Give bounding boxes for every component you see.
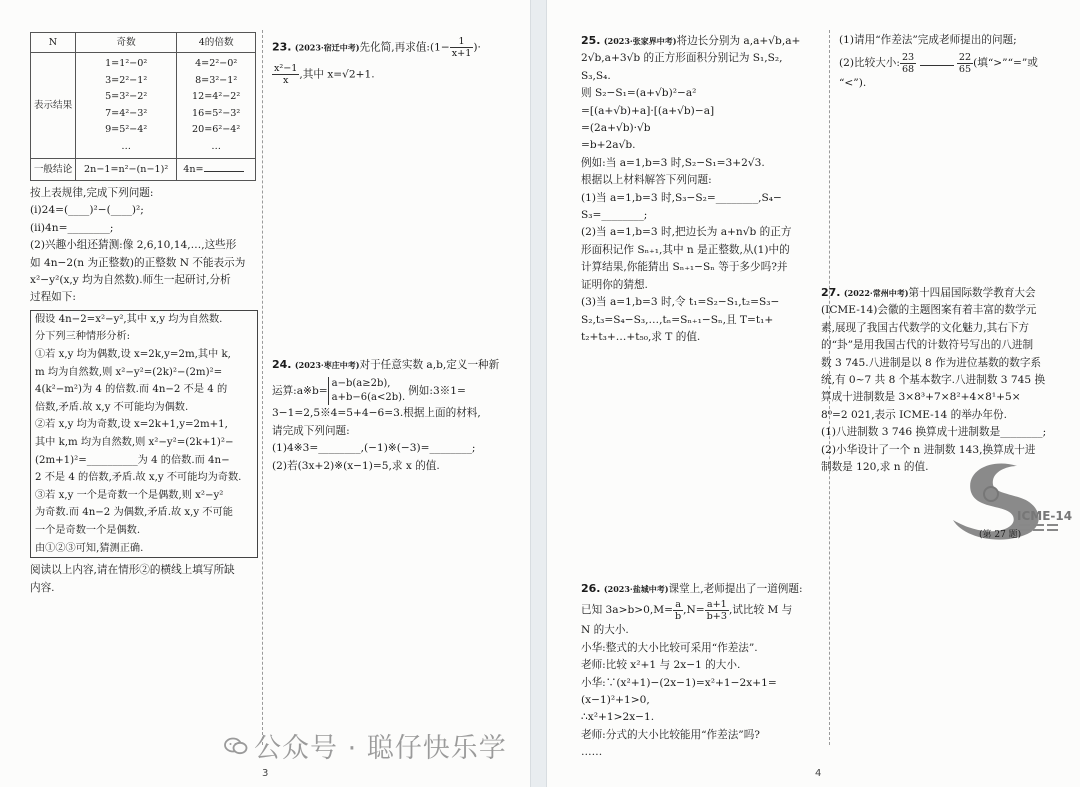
right-page bbox=[546, 0, 1080, 787]
question-25: 25. (2023·张家界中考)将边长分别为 a,a+√b,a+ 2√b,a+3√b 的正方形面积分别记为 S₁,S₂, S₃,S₄. 则 S₂−S₁=(a+√b)²−a² =[(a+√b)+a]·[(a+√b)−a] =(2a+√b)·√b =b+2a√b. 例如:当 a=1,b=3 时,S₂−S₁=3+2√3. 根据以上材料解答下列问题: (1)当 a=1,b=3 时,S₃−S₂=________,S₄− S₃=________; (2)当 a=1,b=3 时,把边长为 a+n√b 的正方 形面积记作 Sₙ₊₁,其中 n 是正整数,从(1)中的 计算结果,你能猜出 Sₙ₊₁−Sₙ 等于多少吗?并 证明你的猜想. (3)当 a=1,b=3 时,令 t₁=S₂−S₁,t₂=S₃− S₂,t₃=S₄−S₃,…,tₙ=Sₙ₊₁−Sₙ,且 T=t₁+ t₂+t₃+…+t₅₀,求 T 的值. bbox=[581, 34, 801, 343]
table-header-mult4: 4的倍数 bbox=[177, 33, 256, 53]
mult4-row: 4=2²−0² bbox=[195, 58, 238, 69]
odd-row: … bbox=[121, 140, 131, 152]
q22-text: 按上表规律,完成下列问题: (ⅰ)24=(____)²−(____)²; (ⅱ)4n=________; (2)兴趣小组还猜测:像 2,6,10,14,…,这些形 如 4n−2(n 为正整数)的正整数 N 不能表示为 x²−y²(x,y 均为自然数).师生一起研讨,分析 过程如下: bbox=[30, 187, 246, 304]
fraction: $\frac{a+1}{b+3}$ bbox=[706, 598, 727, 622]
table-mult4-cell bbox=[177, 53, 256, 159]
fraction: $\frac{22}{65}$ bbox=[958, 51, 972, 75]
question-number: 27. bbox=[821, 286, 841, 299]
right-column-2 bbox=[821, 32, 1065, 474]
question-23: 23. (2023·宿迁中考)先化简,再求值:(1− $\frac{1}{x+1}$ )· $\frac{\text{x²−1}}{x}$ ,其中 x=√2+1. bbox=[272, 36, 481, 86]
pattern-table bbox=[30, 32, 256, 181]
mult4-row: 8=3²−1² bbox=[195, 74, 238, 86]
odd-row: 9=5²−4² bbox=[105, 124, 148, 135]
question-24: 24. (2023·枣庄中考)对于任意实数 a,b,定义一种新 运算:a※b= a−b(a≥2b), a+b−6(a<2b). 例如:3※1= 3−1=2,5※4=5+4−6=3.根据上面的材料, 请完成下列问题: (1)4※3=________,(−1)※(−3)=________; (2)若(3x+2)※(x−1)=5,求 x 的值. bbox=[272, 358, 500, 472]
left-column bbox=[30, 32, 258, 597]
question-26: 26. (2023·盐城中考)课堂上,老师提出了一道例题: 已知 3a>b>0,M= $\frac{a}{b}$ ,N= $\frac{a+1}{b+3}$ ,试比较 M 与 N 的大小. 小华:整式的大小比较可采用“作差法”. 老师:比较 x²+1 与 2x−1 的大小. 小华:∵(x²+1)−(2x−1)=x²+1−2x+1= (x−1)²+1>0, ∴x²+1>2x−1. 老师:分式的大小比较能用“作差法”吗? …… bbox=[581, 582, 803, 759]
question-number: 23. bbox=[272, 40, 292, 54]
table-row-label: 表示结果 bbox=[31, 53, 76, 159]
wechat-icon bbox=[224, 737, 248, 755]
question-26-continued: (1)请用“作差法”完成老师提出的问题; (2)比较大小: $\frac{23}{68}$ $\frac{22}{65}$ (填“>”“=”或 “<”). bbox=[839, 34, 1038, 90]
question-source: (2023·宿迁中考) bbox=[294, 42, 360, 53]
table-general-mult4: 4n= bbox=[177, 159, 256, 181]
fraction: $\frac{a}{b}$ bbox=[674, 598, 682, 622]
logo-text: ICME-14 bbox=[1017, 509, 1073, 523]
question-number: 25. bbox=[581, 34, 601, 47]
page-number: 4 bbox=[815, 768, 822, 779]
right-column bbox=[581, 32, 819, 759]
table-general-odd: 2n−1=n²−(n−1)² bbox=[76, 159, 177, 181]
table-odd-cell bbox=[76, 53, 177, 159]
odd-row: 5=3²−2² bbox=[105, 91, 148, 102]
question-number: 26. bbox=[581, 582, 601, 595]
mult4-row: 12=4²−2² bbox=[192, 91, 241, 102]
fraction: $\frac{1}{x+1}$ bbox=[451, 36, 472, 59]
fraction: $\frac{\text{x²−1}}{x}$ bbox=[274, 63, 298, 86]
left-column-2 bbox=[272, 36, 508, 472]
question-27: 27. (2022·常州中考)第十四届国际数学教育大会 (ICME-14)会徽的主题图案有着丰富的数学元 素,展现了我国古代数学的文化魅力,其右下方 的“卦”是用我国古代的计数符号写出的八进制 数 3 745.八进制是以 8 作为进位基数的数字系 统,有 0~7 共 8 个基本数字.八进制数 3 745 换 算成十进制数是 3×8³+7×8²+4×8¹+5× 8⁰=2 021,表示 ICME-14 的举办年份. (1)八进制数 3 746 换算成十进制数是________; (2)小华设计了一个 n 进制数 143,换算成十进 制数是 120,求 n 的值. bbox=[821, 286, 1047, 474]
question-source: (2022·常州中考) bbox=[843, 288, 909, 298]
question-number: 24. bbox=[272, 358, 292, 371]
odd-row: 7=4²−3² bbox=[105, 107, 148, 119]
q22-after-box: 阅读以上内容,请在情形②的横线上填写所缺 内容. bbox=[30, 564, 235, 594]
page-number: 3 bbox=[262, 768, 269, 779]
left-page bbox=[0, 0, 531, 787]
reasoning-box: 假设 4n−2=x²−y²,其中 x,y 均为自然数. 分下列三种情形分析: ①若 x,y 均为偶数,设 x=2k,y=2m,其中 k, m 均为自然数,则 x²−y²=(2k)²−(2m)²= 4(k²−m²)为 4 的倍数.而 4n−2 不是 4 的 倍数,矛盾.故 x,y 不可能均为偶数. ②若 x,y 均为奇数,设 x=2k+1,y=2m+1, 其中 k,m 均为自然数,则 x²−y²=(2k+1)²− (2m+1)²=__________为 4 的倍数.而 4n− 2 不是 4 的倍数,矛盾.故 x,y 不可能均为奇数. ③若 x,y 一个是奇数一个是偶数,则 x²−y² 为奇数.而 4n−2 为偶数,矛盾.故 x,y 不可能 一个是奇数一个是偶数. 由①②③可知,猜测正确. bbox=[30, 310, 258, 558]
mult4-row: 16=5²−3² bbox=[192, 107, 241, 119]
answer-blank[interactable] bbox=[920, 54, 954, 66]
column-divider bbox=[262, 30, 263, 745]
mult4-row: … bbox=[211, 140, 221, 152]
watermark-text: 公众号 · 聪仔快乐学 bbox=[254, 733, 507, 764]
question-source: (2023·张家界中考) bbox=[603, 36, 677, 46]
table-general-label: 一般结论 bbox=[31, 159, 76, 181]
odd-row: 1=1²−0² bbox=[105, 58, 148, 69]
question-source: (2023·盐城中考) bbox=[603, 584, 669, 594]
piecewise-brace: a−b(a≥2b), a+b−6(a<2b). bbox=[328, 377, 406, 405]
table-header-odd: 奇数 bbox=[76, 33, 177, 53]
mult4-row: 20=6²−4² bbox=[192, 124, 241, 135]
answer-blank[interactable] bbox=[204, 160, 244, 172]
watermark bbox=[224, 726, 507, 765]
fraction: $\frac{23}{68}$ bbox=[901, 51, 915, 75]
table-header-n: N bbox=[31, 33, 76, 53]
figure-caption: (第 27 题) bbox=[979, 530, 1022, 540]
odd-row: 3=2²−1² bbox=[105, 74, 148, 86]
question-source: (2023·枣庄中考) bbox=[294, 360, 360, 370]
